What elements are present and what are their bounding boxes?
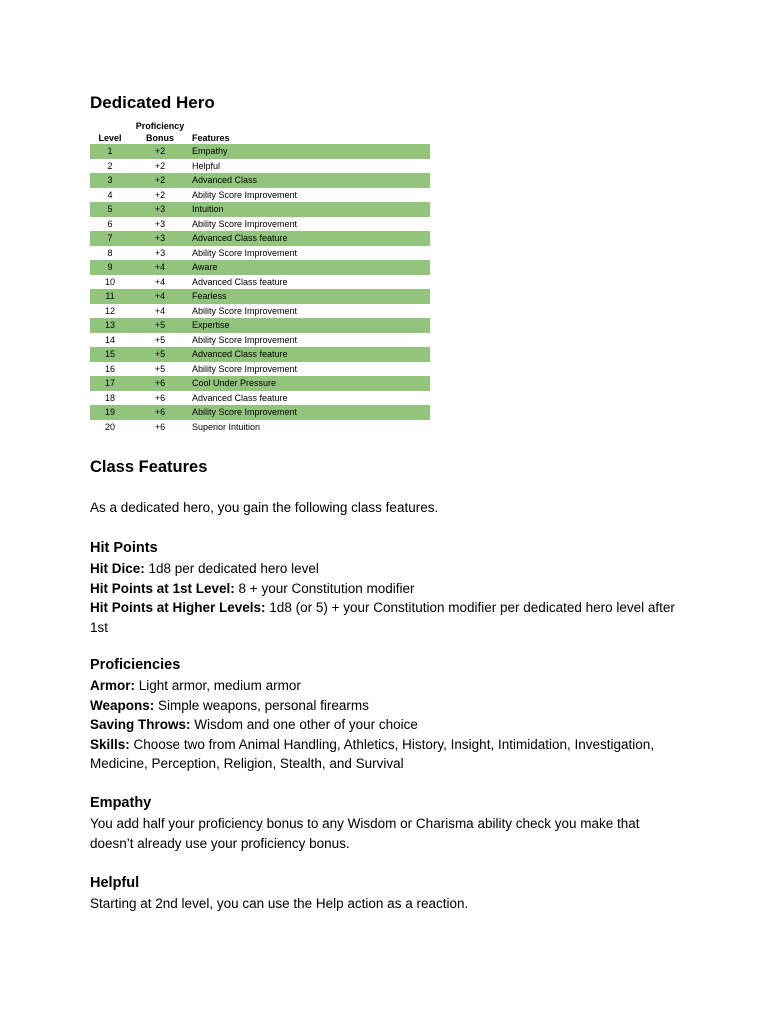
cell-feature: Aware: [190, 260, 430, 275]
cell-proficiency-bonus: +2: [130, 173, 190, 188]
cell-level: 18: [104, 392, 115, 403]
class-features-heading: Class Features: [90, 458, 208, 476]
table-row: [90, 260, 430, 275]
saving-throws-value: Wisdom and one other of your choice: [190, 717, 418, 732]
cell-level: 20: [104, 421, 115, 432]
cell-level: 8: [107, 247, 113, 258]
empathy-text: You add half your proficiency bonus to any Wisdom or Charisma ability check you make that doesn’t already use your proficiency bonus.: [90, 816, 640, 851]
cell-proficiency-bonus: +2: [130, 144, 190, 159]
hp-higher-levels-value: 1d8 (or 5) + your Constitution modifier per dedicated hero level after 1st: [90, 600, 675, 635]
cell-proficiency-bonus: +3: [130, 231, 190, 246]
helpful-section: [90, 874, 680, 914]
cell-proficiency-bonus: +2: [154, 189, 166, 200]
helpful-text: Starting at 2nd level, you can use the Help action as a reaction.: [90, 896, 469, 911]
skills-value: Choose two from Animal Handling, Athletics, History, Insight, Intimidation, Investigation, Medicine, Perception, Religion, Stealth, and Survival: [90, 736, 655, 771]
table-row: [90, 318, 430, 333]
armor-line: [90, 676, 680, 696]
cell-proficiency-bonus: +5: [154, 363, 166, 374]
weapons-line: [90, 696, 680, 716]
header-proficiency-line2: Bonus: [146, 133, 174, 143]
cell-level: 2: [107, 160, 113, 171]
table-body: [90, 144, 430, 434]
table-row: [90, 217, 430, 232]
table-row: [90, 188, 430, 203]
proficiencies-section: [90, 656, 680, 774]
cell-proficiency-bonus: +3: [154, 247, 166, 258]
cell-proficiency-bonus: +2: [154, 160, 166, 171]
hit-dice-line: [90, 559, 680, 579]
skills-line: [90, 735, 680, 774]
cell-proficiency-bonus: +5: [130, 318, 190, 333]
level-progression-table: [90, 118, 430, 434]
cell-proficiency-bonus: +4: [130, 289, 190, 304]
cell-level: 10: [104, 276, 115, 287]
cell-proficiency-bonus: +6: [154, 421, 166, 432]
cell-proficiency-bonus: +6: [130, 376, 190, 391]
cell-feature: Fearless: [190, 289, 430, 304]
cell-feature: Intuition: [190, 202, 430, 217]
cell-feature: Ability Score Improvement: [192, 305, 298, 316]
header-proficiency-line1: Proficiency: [135, 121, 185, 131]
table-row: [90, 246, 430, 261]
table-row: [90, 347, 430, 362]
hp-higher-levels-label: Hit Points at Higher Levels:: [90, 600, 266, 615]
hp-first-level-line: [90, 579, 680, 599]
table-row: [90, 173, 430, 188]
cell-feature: Advanced Class: [190, 173, 430, 188]
weapons-value: Simple weapons, personal firearms: [154, 697, 369, 713]
cell-feature: Advanced Class feature: [192, 392, 288, 403]
empathy-heading: Empathy: [90, 795, 152, 811]
cell-feature: Superior Intuition: [192, 421, 261, 432]
table-header-row: [90, 118, 430, 144]
cell-proficiency-bonus: +3: [154, 218, 166, 229]
cell-level: 1: [90, 144, 130, 159]
cell-proficiency-bonus: +4: [154, 305, 166, 316]
hp-first-level-label: Hit Points at 1st Level:: [90, 580, 235, 596]
proficiencies-heading: Proficiencies: [90, 657, 181, 673]
table-row: [90, 231, 430, 246]
saving-throws-line: [90, 715, 680, 735]
table-row: [90, 391, 430, 406]
helpful-heading: Helpful: [90, 875, 140, 891]
table-row: [90, 420, 430, 435]
table-row: [90, 304, 430, 319]
saving-throws-label: Saving Throws:: [90, 717, 191, 732]
table-row: [90, 405, 430, 420]
table-row: [90, 275, 430, 290]
hit-points-heading: Hit Points: [90, 540, 158, 556]
cell-level: 5: [90, 202, 130, 217]
hit-dice-value: 1d8 per dedicated hero level: [144, 561, 319, 576]
cell-proficiency-bonus: +6: [154, 392, 166, 403]
weapons-label: Weapons:: [90, 697, 155, 713]
armor-value: Light armor, medium armor: [135, 678, 301, 693]
cell-feature: Ability Score Improvement: [192, 334, 298, 345]
cell-feature: Expertise: [190, 318, 430, 333]
cell-feature: Helpful: [192, 160, 221, 171]
cell-proficiency-bonus: +5: [154, 334, 166, 345]
cell-level: 15: [90, 347, 130, 362]
cell-feature: Ability Score Improvement: [190, 405, 430, 420]
cell-feature: Cool Under Pressure: [190, 376, 430, 391]
cell-feature: Ability Score Improvement: [192, 189, 298, 200]
cell-level: 13: [90, 318, 130, 333]
header-features: Features: [192, 133, 230, 143]
cell-proficiency-bonus: +4: [130, 260, 190, 275]
cell-level: 9: [90, 260, 130, 275]
table-row: [90, 144, 430, 159]
cell-level: 3: [90, 173, 130, 188]
cell-feature: Advanced Class feature: [190, 231, 430, 246]
table-row: [90, 333, 430, 348]
armor-label: Armor:: [90, 678, 136, 693]
cell-proficiency-bonus: +4: [154, 276, 166, 287]
table-row: [90, 362, 430, 377]
cell-feature: Ability Score Improvement: [192, 363, 298, 374]
cell-level: 11: [90, 289, 130, 304]
table-row: [90, 202, 430, 217]
cell-proficiency-bonus: +5: [130, 347, 190, 362]
cell-feature: Empathy: [190, 144, 430, 159]
class-features-intro: As a dedicated hero, you gain the following class features.: [90, 500, 439, 515]
header-level: Level: [98, 133, 122, 143]
cell-level: 6: [107, 218, 113, 229]
cell-level: 16: [104, 363, 115, 374]
cell-proficiency-bonus: +3: [130, 202, 190, 217]
hit-points-section: [90, 539, 680, 637]
cell-level: 4: [107, 189, 113, 200]
skills-label: Skills:: [90, 736, 130, 752]
header-proficiency-bonus: [130, 118, 190, 144]
cell-feature: Advanced Class feature: [190, 347, 430, 362]
cell-feature: Ability Score Improvement: [192, 218, 298, 229]
cell-feature: Ability Score Improvement: [192, 247, 298, 258]
cell-level: 12: [104, 305, 115, 316]
cell-feature: Advanced Class feature: [192, 276, 288, 287]
empathy-section: [90, 794, 680, 853]
hp-higher-levels-line: [90, 598, 680, 637]
table-row: [90, 159, 430, 174]
cell-level: 17: [90, 376, 130, 391]
table-row: [90, 289, 430, 304]
hp-first-level-value: 8 + your Constitution modifier: [234, 580, 415, 596]
cell-level: 19: [90, 405, 130, 420]
cell-proficiency-bonus: +6: [130, 405, 190, 420]
hit-dice-label: Hit Dice:: [90, 561, 145, 576]
cell-level: 14: [104, 334, 115, 345]
cell-level: 7: [90, 231, 130, 246]
page-title: Dedicated Hero: [90, 93, 215, 112]
table-row: [90, 376, 430, 391]
